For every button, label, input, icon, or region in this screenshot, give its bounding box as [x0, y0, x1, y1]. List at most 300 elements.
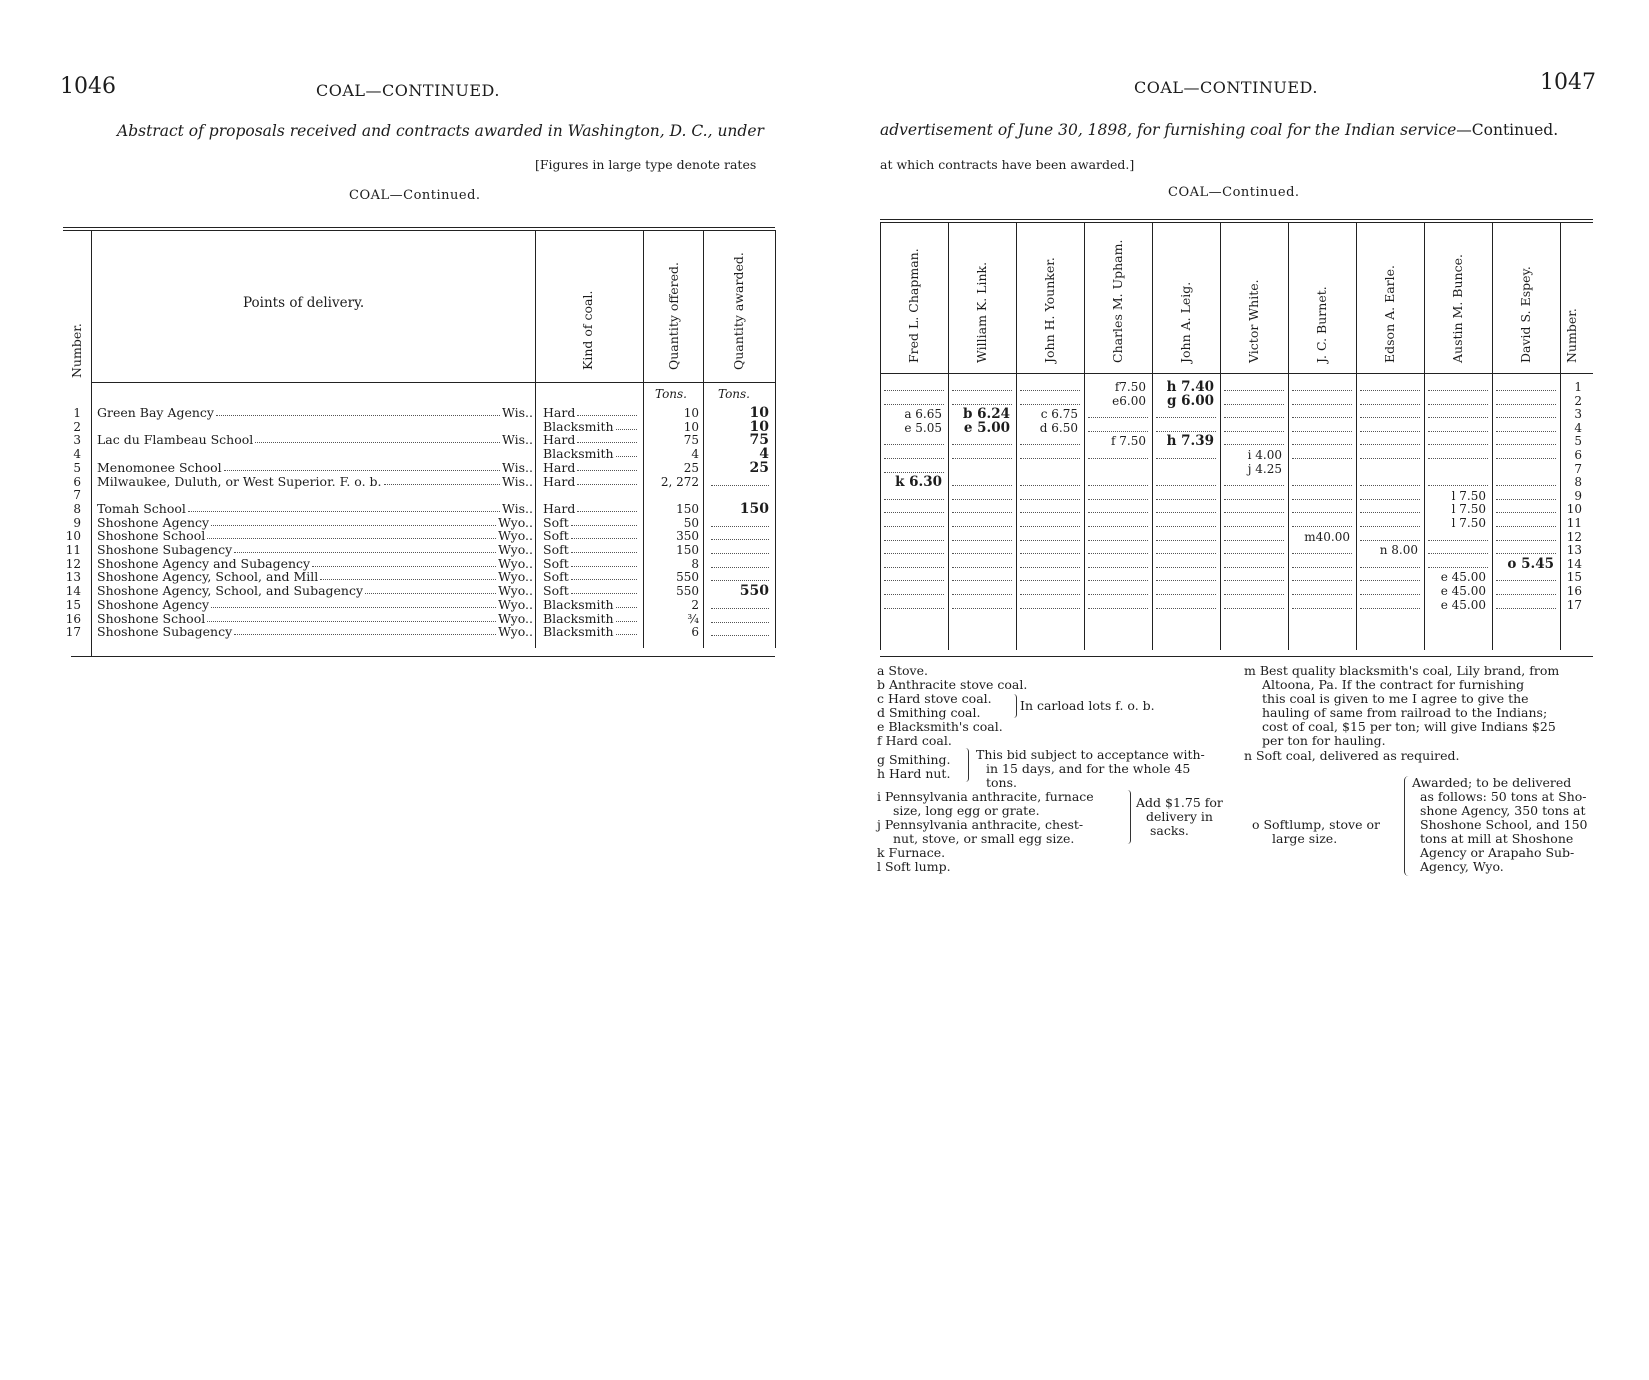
- delivery-point-name: Shoshone School: [97, 528, 206, 544]
- footnote-m-3: this coal is given to me I agree to give the: [1262, 691, 1529, 706]
- empty-bid-leader: [1496, 594, 1556, 595]
- empty-bid-leader: [1020, 526, 1080, 527]
- right-section-heading: COAL—Continued.: [1168, 185, 1300, 200]
- row-number: 4: [73, 447, 81, 462]
- delivery-point-name: Milwaukee, Duluth, or West Superior. F. o. b.: [97, 473, 382, 489]
- row-number: 8: [73, 501, 81, 516]
- coal-kind-label: Hard: [543, 473, 576, 489]
- empty-bid-leader: [1020, 458, 1080, 459]
- empty-bid-leader: [952, 553, 1012, 554]
- leader-dots: [207, 529, 496, 539]
- coal-kind-label: Blacksmith: [543, 446, 614, 462]
- leader-dots: [234, 625, 496, 635]
- empty-bid-leader: [1020, 594, 1080, 595]
- leader-dots: [571, 543, 637, 553]
- empty-bid-leader: [1496, 404, 1556, 405]
- right-table-col-divider: [880, 222, 881, 650]
- brace-o: [1404, 776, 1413, 876]
- right-running-head: COAL—CONTINUED.: [1134, 78, 1318, 97]
- empty-bid-leader: [952, 512, 1012, 513]
- left-table-bottom-rule: [71, 656, 775, 657]
- quantity-offered: 10: [683, 406, 699, 420]
- coal-kind-label: Hard: [543, 459, 576, 475]
- delivery-point-name: Shoshone Subagency: [97, 542, 233, 557]
- empty-bid-leader: [1292, 485, 1352, 486]
- left-section-heading: COAL—Continued.: [349, 188, 481, 203]
- empty-bid-leader: [1156, 553, 1216, 554]
- empty-bid-leader: [1224, 444, 1284, 445]
- bidder-column-header: William K. Link.: [974, 261, 989, 363]
- empty-bid-leader: [952, 567, 1012, 568]
- bid-value: f 7.50: [1111, 434, 1146, 449]
- empty-bid-leader: [1020, 540, 1080, 541]
- right-title-italic: advertisement of June 30, 1898, for furnishing coal for the Indian service: [880, 121, 1457, 139]
- quantity-offered: 4: [691, 447, 699, 462]
- bid-value: f7.50: [1114, 380, 1146, 394]
- leader-dots: [255, 433, 500, 443]
- empty-bid-leader: [1224, 608, 1284, 609]
- empty-bid-leader: [1360, 431, 1420, 432]
- delivery-point: [97, 598, 533, 612]
- footnote-gh-note-2: in 15 days, and for the whole 45: [986, 761, 1191, 776]
- empty-bid-leader: [1224, 540, 1284, 541]
- leader-dots: [571, 557, 637, 567]
- leader-dots: [320, 570, 496, 580]
- coal-kind-label: Blacksmith: [543, 418, 614, 434]
- quantity-awarded: 25: [749, 459, 769, 476]
- empty-bid-leader: [1292, 594, 1352, 595]
- empty-bid-leader: [1224, 580, 1284, 581]
- delivery-point-name: Shoshone Agency: [97, 596, 210, 612]
- footnote-j-2: nut, stove, or small egg size.: [893, 831, 1075, 846]
- empty-bid-leader: [1428, 431, 1488, 432]
- bid-value: e 5.05: [904, 420, 942, 435]
- empty-bid-leader: [884, 499, 944, 500]
- right-row-number: 2: [1574, 393, 1582, 408]
- footnote-b: b Anthracite stove coal.: [877, 677, 1028, 692]
- number-column-header: Number.: [69, 323, 84, 378]
- empty-bid-leader: [1224, 417, 1284, 418]
- footnote-o-note-7: Agency, Wyo.: [1420, 859, 1504, 874]
- delivery-point-name: Menomonee School: [97, 459, 222, 475]
- row-number: 17: [65, 625, 81, 640]
- left-table-top-rule-2: [63, 230, 775, 231]
- empty-bid-leader: [1496, 526, 1556, 527]
- right-row-number: 12: [1566, 529, 1582, 544]
- empty-bid-leader: [1428, 458, 1488, 459]
- delivery-point: [97, 461, 533, 475]
- empty-bid-leader: [1496, 458, 1556, 459]
- leader-dots: [224, 461, 500, 471]
- bidder-column-header: John H. Younker.: [1042, 257, 1057, 363]
- right-table-col-divider: [1492, 222, 1493, 650]
- row-number: 11: [65, 543, 81, 557]
- empty-bid-leader: [1360, 540, 1420, 541]
- empty-bid-leader: [884, 540, 944, 541]
- delivery-point-name: Tomah School: [97, 500, 186, 516]
- left-table-header-rule: [91, 382, 775, 383]
- footnote-a: a Stove.: [877, 663, 928, 678]
- leader-dots: [571, 570, 637, 580]
- coal-kind-label: Hard: [543, 500, 576, 516]
- empty-bid-leader: [1360, 417, 1420, 418]
- quantity-offered: 150: [676, 501, 699, 516]
- right-row-number: 1: [1574, 380, 1582, 394]
- row-number: 7: [73, 488, 81, 503]
- empty-bid-leader: [1292, 404, 1352, 405]
- leader-dots: [577, 461, 637, 471]
- empty-bid-leader: [952, 499, 1012, 500]
- quantity-offered: 550: [676, 570, 699, 585]
- row-number: 6: [73, 474, 81, 489]
- footnote-m-6: per ton for hauling.: [1262, 733, 1386, 748]
- empty-bid-leader: [1360, 404, 1420, 405]
- footnote-g: g Smithing.: [877, 752, 951, 767]
- quantity-offered: 350: [676, 529, 699, 544]
- quantity-awarded: 150: [739, 500, 769, 517]
- right-table-col-divider: [1152, 222, 1153, 650]
- footnote-f: f Hard coal.: [877, 733, 952, 748]
- row-number: 2: [73, 419, 81, 434]
- empty-bid-leader: [1088, 499, 1148, 500]
- empty-bid-leader: [884, 404, 944, 405]
- empty-bid-leader: [1496, 553, 1556, 554]
- empty-awarded-leader: [711, 485, 769, 486]
- footnote-c: c Hard stove coal.: [877, 691, 992, 706]
- left-table-top-rule: [63, 227, 775, 228]
- empty-bid-leader: [1020, 553, 1080, 554]
- footnote-d: d Smithing coal.: [877, 705, 981, 720]
- quantity-offered: 2, 272: [660, 474, 699, 489]
- leader-dots: [616, 447, 637, 457]
- bidder-column-header: Austin M. Bunce.: [1450, 254, 1465, 363]
- bid-value: e 45.00: [1440, 570, 1486, 585]
- empty-bid-leader: [1224, 553, 1284, 554]
- row-number: 10: [65, 529, 81, 544]
- empty-bid-leader: [1224, 526, 1284, 527]
- empty-bid-leader: [1020, 499, 1080, 500]
- leader-dots: [211, 598, 496, 608]
- quantity-awarded: 4: [759, 446, 769, 463]
- right-table-col-divider: [1220, 222, 1221, 650]
- bid-value: h 7.39: [1166, 433, 1214, 450]
- footnote-ij-note-2: delivery in: [1146, 809, 1213, 824]
- state-abbrev: Wyo..: [498, 596, 533, 612]
- empty-awarded-leader: [711, 580, 769, 581]
- delivery-point: [97, 433, 533, 447]
- empty-bid-leader: [1088, 431, 1148, 432]
- empty-bid-leader: [1428, 417, 1488, 418]
- empty-bid-leader: [1496, 444, 1556, 445]
- right-table-col-divider: [1356, 222, 1357, 650]
- delivery-point: [97, 502, 533, 516]
- empty-bid-leader: [1292, 390, 1352, 391]
- coal-kind: [543, 584, 639, 598]
- empty-bid-leader: [1088, 540, 1148, 541]
- empty-bid-leader: [952, 594, 1012, 595]
- empty-bid-leader: [1292, 567, 1352, 568]
- right-row-number: 4: [1574, 420, 1582, 435]
- delivery-point: [97, 584, 533, 598]
- right-table: [880, 216, 1593, 656]
- footnote-m-5: cost of coal, $15 per ton; will give Indians $25: [1262, 719, 1556, 734]
- row-number: 13: [65, 570, 81, 585]
- left-table-col-divider: [775, 230, 776, 648]
- empty-bid-leader: [1292, 608, 1352, 609]
- right-table-col-divider: [1560, 222, 1561, 650]
- state-abbrev: Wyo..: [498, 569, 533, 585]
- footnote-e: e Blacksmith's coal.: [877, 719, 1003, 734]
- leader-dots: [571, 584, 637, 594]
- footnote-gh-note-1: This bid subject to acceptance with-: [976, 747, 1205, 762]
- empty-bid-leader: [1020, 567, 1080, 568]
- coal-kind: [543, 406, 639, 420]
- awarded-units: Tons.: [718, 387, 750, 401]
- empty-bid-leader: [1292, 512, 1352, 513]
- footnote-k: k Furnace.: [877, 845, 946, 860]
- leader-dots: [616, 612, 637, 622]
- offered-column-header: Quantity offered.: [666, 261, 681, 370]
- empty-bid-leader: [884, 553, 944, 554]
- bid-value: n 8.00: [1379, 543, 1418, 558]
- bidder-column-header: Victor White.: [1246, 279, 1261, 363]
- right-row-number: 10: [1566, 502, 1582, 517]
- coal-kind-label: Blacksmith: [543, 596, 614, 612]
- right-table-col-divider: [1016, 222, 1017, 650]
- quantity-offered: 10: [683, 419, 699, 434]
- right-number-column-header: Number.: [1564, 308, 1579, 363]
- leader-dots: [211, 516, 496, 526]
- coal-kind-label: Soft: [543, 569, 569, 585]
- state-abbrev: Wyo..: [498, 610, 533, 626]
- empty-bid-leader: [1292, 580, 1352, 581]
- empty-bid-leader: [952, 540, 1012, 541]
- footnote-cd-note: In carload lots f. o. b.: [1020, 698, 1155, 713]
- right-row-number: 5: [1574, 434, 1582, 449]
- empty-bid-leader: [1428, 540, 1488, 541]
- coal-kind: [543, 447, 639, 461]
- empty-bid-leader: [1496, 431, 1556, 432]
- empty-bid-leader: [952, 458, 1012, 459]
- coal-kind: [543, 543, 639, 557]
- leader-dots: [616, 625, 637, 635]
- delivery-point-name: Shoshone Agency, School, and Subagency: [97, 583, 364, 599]
- state-abbrev: Wyo..: [498, 542, 533, 557]
- empty-bid-leader: [884, 567, 944, 568]
- bid-value: i 4.00: [1247, 448, 1282, 462]
- state-abbrev: Wyo..: [498, 624, 533, 640]
- right-row-number: 17: [1566, 597, 1582, 612]
- leader-dots: [577, 475, 637, 485]
- empty-bid-leader: [1156, 567, 1216, 568]
- state-abbrev: Wis..: [502, 432, 533, 448]
- row-number: 16: [65, 611, 81, 626]
- empty-bid-leader: [884, 512, 944, 513]
- footnote-ij-note-3: sacks.: [1150, 823, 1189, 838]
- awarded-column-header: Quantity awarded.: [731, 252, 746, 370]
- footnote-o-note-3: shone Agency, 350 tons at: [1420, 803, 1586, 818]
- empty-bid-leader: [884, 580, 944, 581]
- empty-bid-leader: [1224, 499, 1284, 500]
- footnote-o-note-6: Agency or Arapaho Sub-: [1420, 845, 1575, 860]
- bidder-column-header: Charles M. Upham.: [1110, 239, 1125, 363]
- bid-value: a 6.65: [904, 407, 942, 422]
- bidder-column-header: John A. Leig.: [1178, 281, 1193, 363]
- quantity-offered: 2: [691, 597, 699, 612]
- empty-bid-leader: [1224, 404, 1284, 405]
- empty-bid-leader: [1156, 485, 1216, 486]
- quantity-awarded: 10: [749, 405, 769, 421]
- coal-kind: [543, 502, 639, 516]
- empty-bid-leader: [1360, 458, 1420, 459]
- empty-bid-leader: [1088, 594, 1148, 595]
- delivery-point-name: Shoshone Agency, School, and Mill: [97, 569, 319, 585]
- footnote-l: l Soft lump.: [877, 859, 951, 874]
- bidder-column-header: J. C. Burnet.: [1314, 286, 1329, 363]
- coal-kind-label: Hard: [543, 405, 576, 420]
- quantity-awarded: 550: [739, 583, 769, 600]
- bid-value: e 45.00: [1440, 584, 1486, 598]
- empty-bid-leader: [1360, 567, 1420, 568]
- empty-bid-leader: [1020, 444, 1080, 445]
- leader-dots: [365, 584, 496, 594]
- empty-bid-leader: [1292, 526, 1352, 527]
- coal-kind: [543, 475, 639, 489]
- coal-kind-label: Soft: [543, 514, 569, 530]
- empty-bid-leader: [1088, 608, 1148, 609]
- delivery-point: [97, 475, 533, 489]
- delivery-point-name: Shoshone Agency and Subagency: [97, 555, 311, 571]
- leader-dots: [616, 420, 637, 430]
- leader-dots: [312, 557, 496, 567]
- empty-bid-leader: [1360, 608, 1420, 609]
- empty-bid-leader: [1088, 485, 1148, 486]
- empty-awarded-leader: [711, 622, 769, 623]
- footnote-o-note-1: Awarded; to be delivered: [1412, 775, 1572, 790]
- row-number: 1: [73, 406, 81, 420]
- empty-bid-leader: [1428, 404, 1488, 405]
- empty-bid-leader: [952, 404, 1012, 405]
- footnote-n: n Soft coal, delivered as required.: [1244, 748, 1460, 763]
- bid-value: o 5.45: [1507, 555, 1554, 572]
- empty-bid-leader: [1020, 580, 1080, 581]
- empty-awarded-leader: [711, 635, 769, 636]
- empty-bid-leader: [1496, 417, 1556, 418]
- empty-bid-leader: [1428, 485, 1488, 486]
- empty-bid-leader: [1496, 608, 1556, 609]
- footnote-m-1: m Best quality blacksmith's coal, Lily brand, from: [1244, 663, 1560, 678]
- right-table-header-rule: [880, 373, 1593, 374]
- state-abbrev: Wyo..: [498, 555, 533, 571]
- row-number: 14: [65, 584, 81, 599]
- empty-awarded-leader: [711, 539, 769, 540]
- empty-bid-leader: [1428, 390, 1488, 391]
- empty-bid-leader: [1292, 553, 1352, 554]
- bidder-column-header: David S. Espey.: [1518, 266, 1533, 363]
- bid-value: l 7.50: [1451, 516, 1486, 530]
- empty-bid-leader: [1088, 512, 1148, 513]
- coal-kind: [543, 625, 639, 639]
- state-abbrev: Wyo..: [498, 514, 533, 530]
- bid-value: j 4.25: [1247, 461, 1282, 476]
- empty-bid-leader: [1156, 580, 1216, 581]
- coal-kind: [543, 461, 639, 475]
- kind-column-header: Kind of coal.: [580, 290, 595, 370]
- right-table-bottom-rule: [880, 656, 1593, 657]
- delivery-point: [97, 406, 533, 420]
- empty-bid-leader: [1292, 499, 1352, 500]
- left-running-head: COAL—CONTINUED.: [316, 81, 500, 100]
- brace-ij: [1124, 790, 1131, 844]
- quantity-awarded: 10: [749, 418, 769, 435]
- coal-kind-label: Blacksmith: [543, 624, 614, 640]
- right-row-number: 9: [1574, 488, 1582, 503]
- empty-bid-leader: [884, 594, 944, 595]
- empty-bid-leader: [1360, 499, 1420, 500]
- left-table: [63, 220, 775, 656]
- row-number: 5: [73, 460, 81, 475]
- left-table-col-divider: [535, 230, 536, 648]
- delivery-point-name: Lac du Flambeau School: [97, 432, 254, 448]
- empty-bid-leader: [1224, 594, 1284, 595]
- delivery-point: [97, 625, 533, 639]
- quantity-offered: 25: [683, 460, 699, 475]
- empty-bid-leader: [1360, 512, 1420, 513]
- bid-value: l 7.50: [1451, 488, 1486, 503]
- empty-bid-leader: [952, 485, 1012, 486]
- left-table-col-divider: [703, 230, 704, 648]
- bid-value: c 6.75: [1040, 407, 1078, 422]
- quantity-offered: 75: [683, 433, 699, 448]
- empty-bid-leader: [952, 444, 1012, 445]
- delivery-point: [97, 543, 533, 557]
- empty-bid-leader: [1156, 458, 1216, 459]
- empty-bid-leader: [1088, 417, 1148, 418]
- empty-bid-leader: [1156, 431, 1216, 432]
- state-abbrev: Wis..: [502, 500, 533, 516]
- row-number: 12: [65, 556, 81, 571]
- right-row-number: 6: [1574, 448, 1582, 462]
- row-number: 9: [73, 515, 81, 530]
- coal-kind-label: Hard: [543, 432, 576, 448]
- right-row-number: 11: [1566, 516, 1582, 530]
- quantity-offered: 8: [691, 556, 699, 571]
- footnote-o-note-2: as follows: 50 tons at Sho-: [1420, 789, 1587, 804]
- empty-bid-leader: [1496, 499, 1556, 500]
- right-title-tail: —Continued.: [1456, 121, 1559, 139]
- empty-bid-leader: [1360, 444, 1420, 445]
- empty-bid-leader: [1156, 512, 1216, 513]
- bidder-column-header: Edson A. Earle.: [1382, 265, 1397, 363]
- points-column-header: Points of delivery.: [243, 295, 365, 311]
- quantity-offered: 550: [676, 584, 699, 599]
- delivery-point-name: Green Bay Agency: [97, 405, 214, 420]
- footnote-ij-note-1: Add $1.75 for: [1136, 795, 1223, 810]
- empty-bid-leader: [1292, 431, 1352, 432]
- bid-value: l 7.50: [1451, 502, 1486, 517]
- bid-value: m40.00: [1304, 529, 1350, 544]
- quantity-awarded: 75: [749, 432, 769, 449]
- footnote-i-2: size, long egg or grate.: [893, 803, 1040, 818]
- leader-dots: [384, 475, 500, 485]
- right-table-col-divider: [948, 222, 949, 650]
- left-table-col-divider: [91, 230, 92, 656]
- right-table-top-rule-2: [880, 222, 1593, 223]
- empty-bid-leader: [1156, 540, 1216, 541]
- empty-bid-leader: [1224, 512, 1284, 513]
- left-table-col-divider: [643, 230, 644, 648]
- right-row-number: 16: [1566, 584, 1582, 598]
